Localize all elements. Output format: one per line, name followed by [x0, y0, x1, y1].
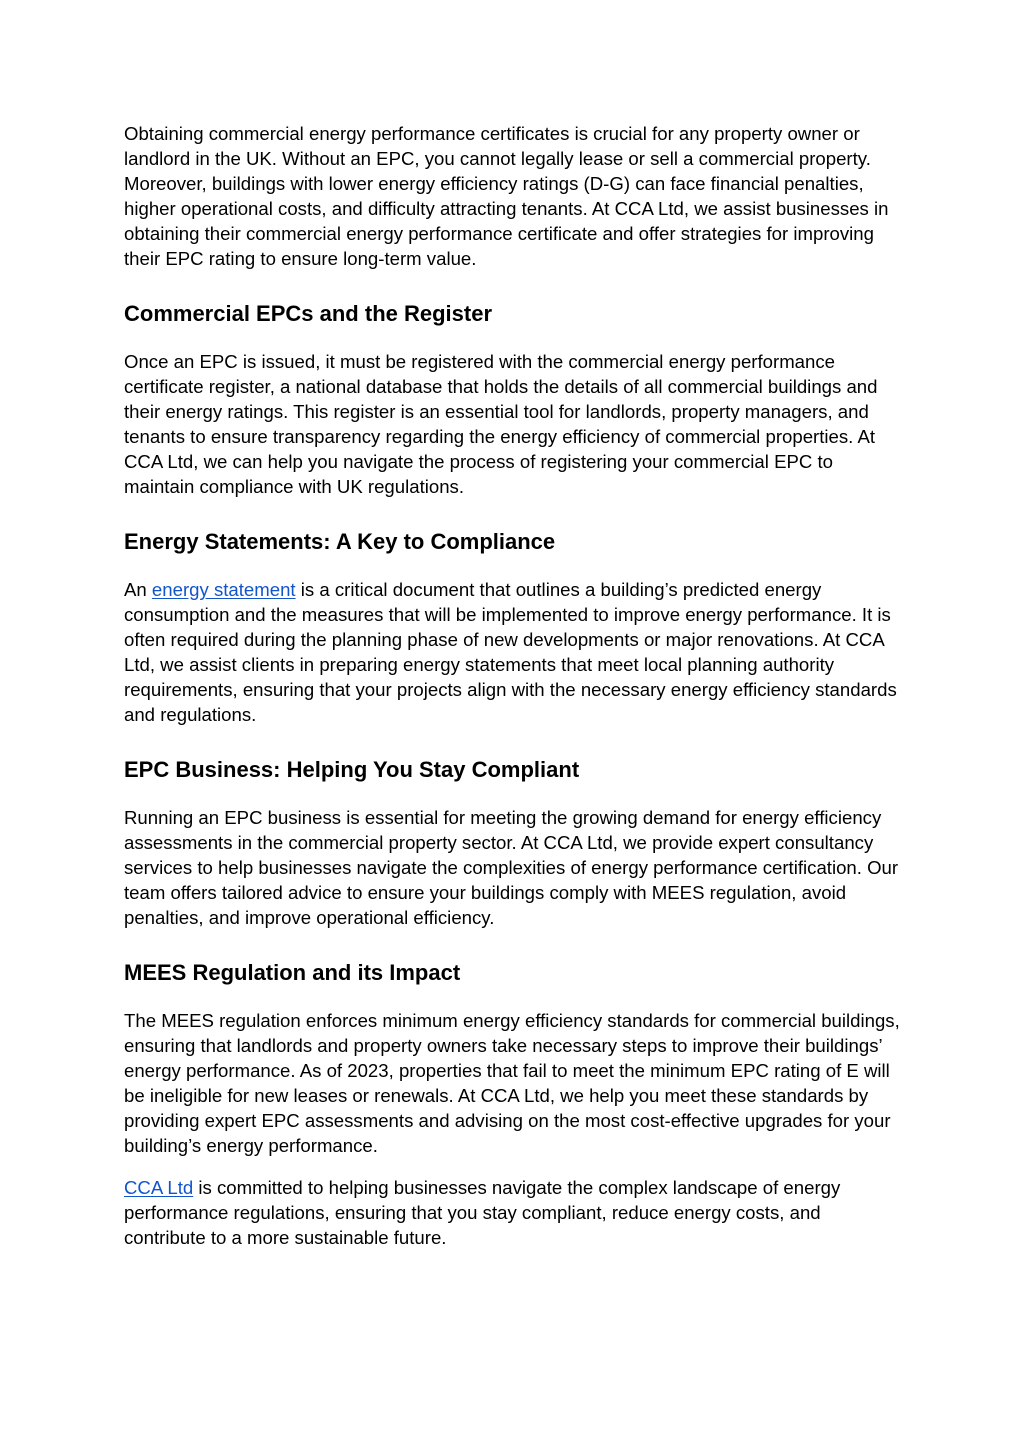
section-heading-mees-regulation: MEES Regulation and its Impact — [124, 960, 461, 985]
paragraph-text-segment: is committed to helping businesses navigate the complex landscape of energy performance regulations, ensuring that you stay compliant, reduce energy costs, and contribute to a more sustainable future. — [124, 1177, 841, 1248]
cca-ltd-link[interactable]: CCA Ltd — [124, 1177, 194, 1198]
energy-statement-link[interactable]: energy statement — [151, 579, 296, 600]
section-paragraph-epc-business: Running an EPC business is essential for meeting the growing demand for energy efficiency assessments in the commercial property sector. At CCA Ltd, we provide expert consultancy services to help businesses navigate the complexities of energy performance certification. Our team offers tailored advice to ensure your buildings comply with MEES regulation, avoid penalties, and improve operational efficiency. — [124, 807, 899, 928]
closing-paragraph — [124, 1175, 904, 1250]
paragraph-text-segment: An — [124, 579, 152, 600]
paragraph-text-segment: is a critical document that outlines a building’s predicted energy consumption and the measures that will be implemented to improve energy performance. It is often required during the planning phase of new developments or major renovations. At CCA Ltd, we assist clients in preparing energy statements that meet local planning authority requirements, ensuring that your projects align with the necessary energy efficiency standards and regulations. — [124, 579, 897, 725]
document-body — [124, 121, 904, 1250]
section-heading-commercial-epcs: Commercial EPCs and the Register — [124, 301, 493, 326]
section-paragraph-commercial-epcs: Once an EPC is issued, it must be registered with the commercial energy performance certificate register, a national database that holds the details of all commercial buildings and their energy ratings. This register is an essential tool for landlords, property managers, and tenants to ensure transparency regarding the energy efficiency of commercial properties. At CCA Ltd, we can help you navigate the process of registering your commercial EPC to maintain compliance with UK regulations. — [124, 351, 878, 497]
section-heading-epc-business: EPC Business: Helping You Stay Compliant — [124, 757, 580, 782]
section-paragraph-mees-regulation: The MEES regulation enforces minimum energy efficiency standards for commercial buildings, ensuring that landlords and property owners take necessary steps to improve their buildings’ energy performance. As of 2023, properties that fail to meet the minimum EPC rating of E will be ineligible for new leases or renewals. At CCA Ltd, we help you meet these standards by providing expert EPC assessments and advising on the most cost-effective upgrades for your building’s energy performance. — [124, 1010, 900, 1156]
intro-paragraph: Obtaining commercial energy performance certificates is crucial for any property owner or landlord in the UK. Without an EPC, you cannot legally lease or sell a commercial property. Moreover, buildings with lower energy efficiency ratings (D-G) can face financial penalties, higher operational costs, and difficulty attracting tenants. At CCA Ltd, we assist businesses in obtaining their commercial energy performance certificate and offer strategies for improving their EPC rating to ensure long-term value. — [124, 123, 889, 269]
section-paragraph-energy-statements — [124, 577, 904, 727]
section-heading-energy-statements: Energy Statements: A Key to Compliance — [124, 529, 556, 554]
